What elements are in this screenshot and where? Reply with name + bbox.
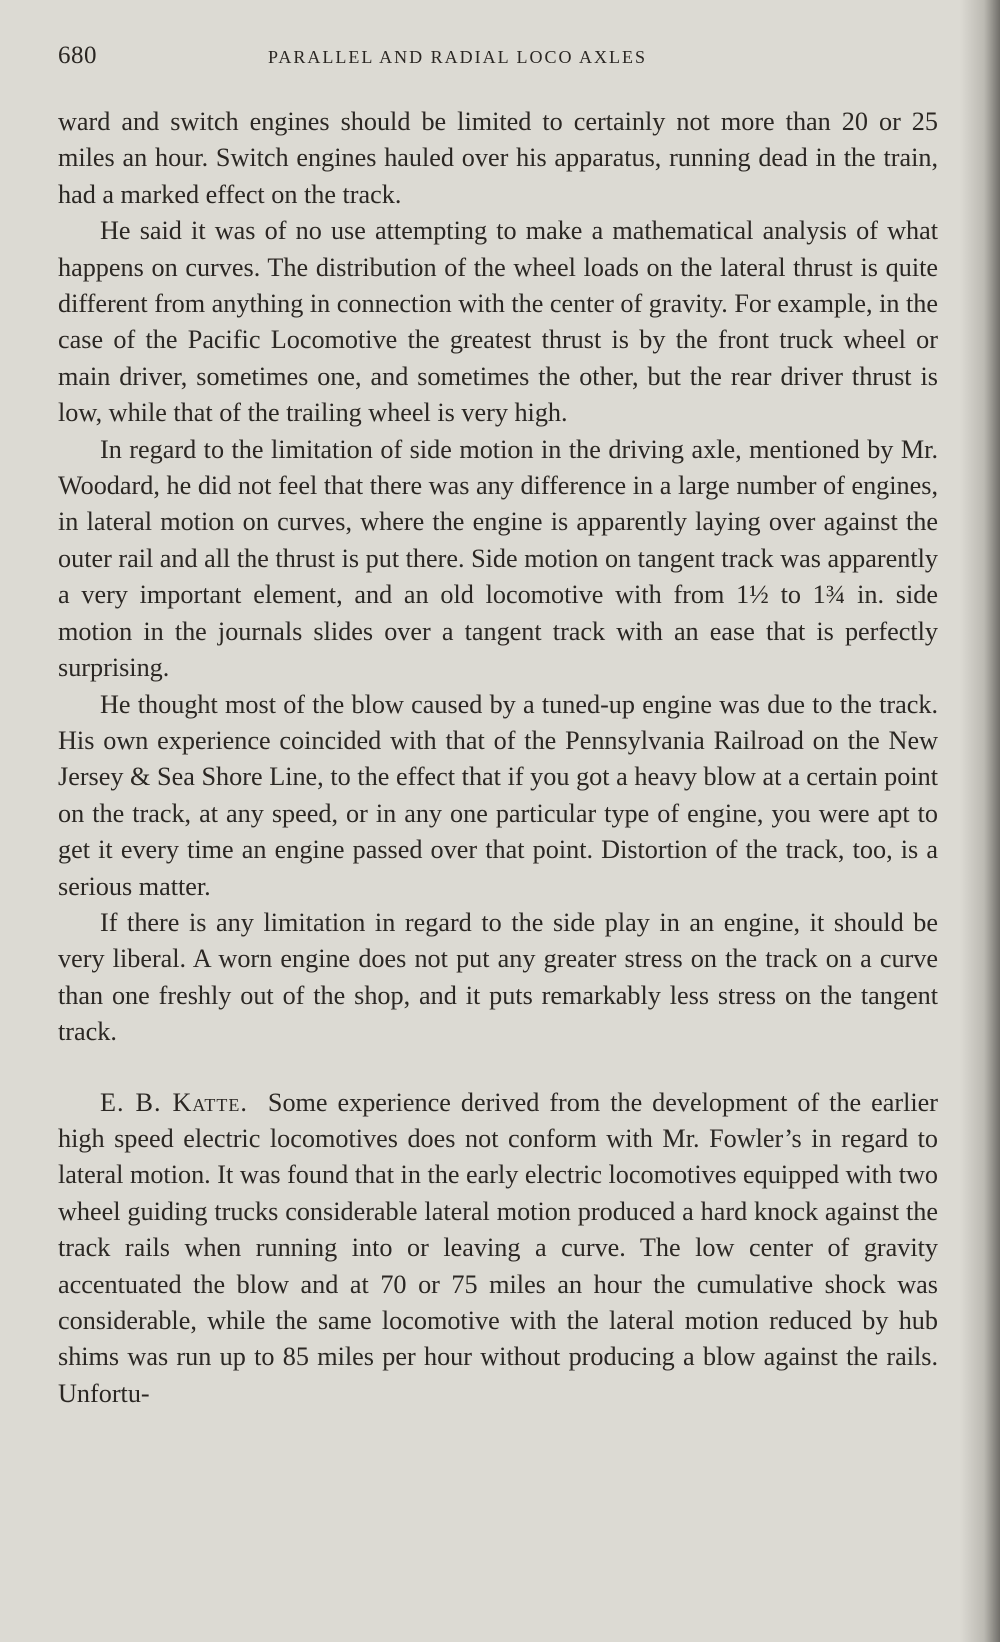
page-edge-shadow: [960, 0, 1000, 1642]
page-header: [58, 40, 938, 80]
speaker-name: E. B. Katte.: [100, 1087, 248, 1117]
body-text: [58, 104, 938, 1412]
paragraph-1: ward and switch engines should be limited to certainly not more than 20 or 25 miles an hour. Switch engines hauled over his apparatus, running dead in the train, had a marked effect on the track.: [58, 107, 938, 209]
paragraph-katte: [58, 1085, 938, 1413]
paragraph-5: If there is any limitation in regard to the side play in an engine, it should be very liberal. A worn engine does not put any greater stress on the track on a curve than one freshly out of the shop, and it puts remarkably less stress on the tangent track.: [58, 907, 938, 1047]
paragraph-katte-text: Some experience derived from the development of the earlier high speed electric locomotives does not conform with Mr. Fowler’s in regard to lateral motion. It was found that in the early electric locomotives equipped with two wheel guiding trucks considerable lateral motion produced a hard knock against the track rails when running into or leaving a curve. The low center of gravity accentuated the blow and at 70 or 75 miles an hour the cumulative shock was considerable, while the same locomotive with the lateral motion reduced by hub shims was run up to 85 miles per hour without producing a blow against the rails. Unfortu-: [58, 1087, 938, 1408]
paragraph-3: In regard to the limitation of side motion in the driving axle, mentioned by Mr. Woodard, he did not feel that there was any difference in a large number of engines, in lateral motion on curves, where the engine is apparently laying over against the outer rail and all the thrust is put there. Side motion on tangent track was apparently a very important element, and an old locomotive with from 1½ to 1¾ in. side motion in the journals slides over a tangent track with an ease that is perfectly surprising.: [58, 434, 938, 683]
page-number: 680: [58, 42, 97, 69]
paragraph-4: He thought most of the blow caused by a tuned-up engine was due to the track. His own experience coincided with that of the Pennsylvania Railroad on the New Jersey & Sea Shore Line, to the effect that if you got a heavy blow at a certain point on the track, at any speed, or in any one particular type of engine, you were apt to get it every time an engine passed over that point. Distortion of the track, too, is a serious matter.: [58, 689, 938, 901]
running-head: PARALLEL AND RADIAL LOCO AXLES: [268, 47, 648, 67]
paragraph-2: He said it was of no use attempting to make a mathematical analysis of what happens on curves. The distribution of the wheel loads on the lateral thrust is quite different from anything in connection with the center of gravity. For example, in the case of the Pacific Locomotive the greatest thrust is by the front truck wheel or main driver, sometimes one, and sometimes the other, but the rear driver thrust is low, while that of the trailing wheel is very high.: [58, 216, 938, 428]
